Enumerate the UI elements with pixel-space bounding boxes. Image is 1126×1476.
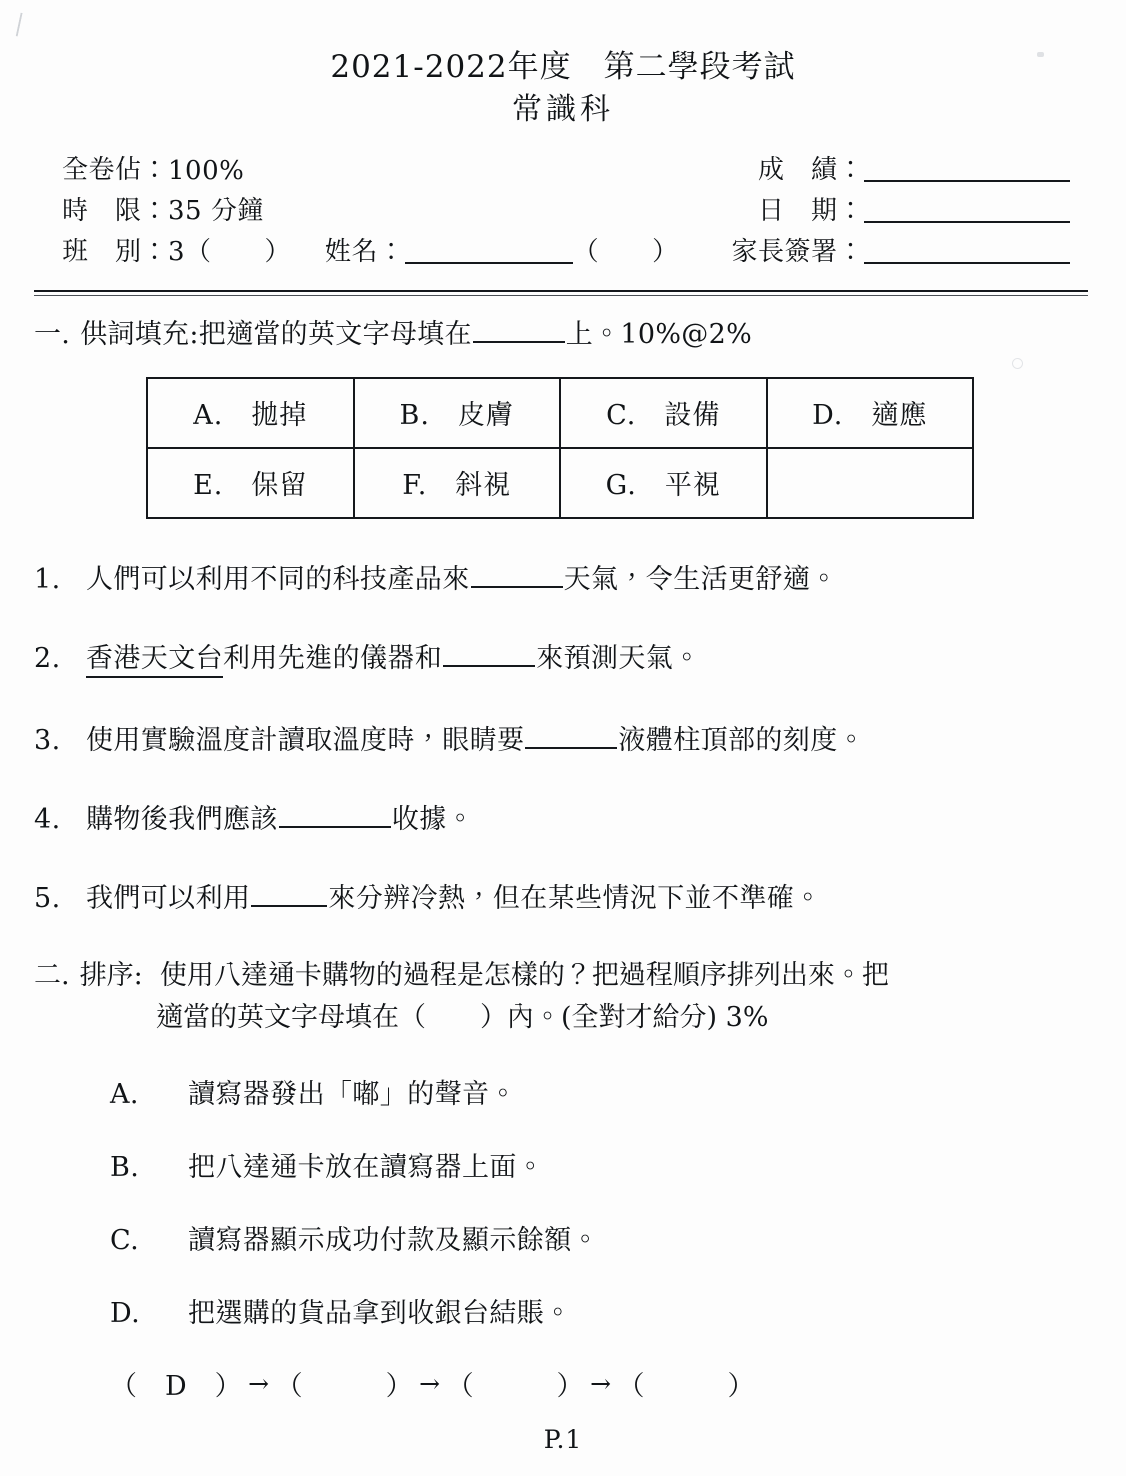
section-two-instruction-line1: 排序: 使用八達通卡購物的過程是怎樣的？把過程順序排列出來。把 xyxy=(79,959,889,991)
date-row xyxy=(758,186,1070,227)
ordering-option-c-text: 讀寫器顯示成功付款及顯示餘額。 xyxy=(188,1225,599,1257)
question-4-answer-blank[interactable] xyxy=(279,826,391,828)
question-2-proper-noun: 香港天文台 xyxy=(86,636,223,678)
section-two-instruction-line2: 適當的英文字母填在（ ）內。(全對才給分) 3% xyxy=(156,1001,769,1033)
ordering-answer-row xyxy=(110,1364,1086,1403)
question-1-number: 1. xyxy=(34,563,61,595)
parent-signature-row xyxy=(731,227,1070,268)
word-bank-table xyxy=(146,377,974,519)
word-bank-cell-c: C. 設備 xyxy=(560,378,767,448)
student-name-label: 姓名： xyxy=(325,236,405,267)
section-one xyxy=(34,312,1086,915)
scan-artifact-icon xyxy=(1012,358,1023,369)
class-label: 班 別： xyxy=(62,236,169,267)
section-two-heading-line1 xyxy=(34,955,1086,997)
ordering-option-list xyxy=(110,1072,1086,1330)
question-4-number: 4. xyxy=(34,803,61,835)
table-row xyxy=(147,448,973,518)
word-bank-cell-g: G. 平視 xyxy=(560,448,767,518)
question-1-text-post: 天氣，令生活更舒適。 xyxy=(563,563,838,595)
section-two-heading xyxy=(34,955,1086,1039)
ordering-answer-slot-1[interactable]: （ D ） xyxy=(110,1371,243,1403)
section-one-heading xyxy=(34,312,1086,351)
section-one-instruction-tail: 上。10%@2% xyxy=(565,318,753,350)
question-2-number: 2. xyxy=(34,642,61,674)
class-value[interactable]: 3（ ） xyxy=(168,236,292,267)
arrow-right-icon: → xyxy=(248,1369,270,1399)
question-1-text-pre: 人們可以利用不同的科技產品來 xyxy=(86,563,470,595)
word-bank-cell-a: A. 拋掉 xyxy=(147,378,354,448)
student-name-field[interactable] xyxy=(405,262,573,264)
section-one-number: 一. xyxy=(34,318,71,350)
ordering-option-c[interactable] xyxy=(110,1218,1086,1257)
question-3-answer-blank[interactable] xyxy=(525,747,617,749)
ordering-option-b-letter: B. xyxy=(110,1152,140,1184)
question-4 xyxy=(34,797,1086,836)
question-5-text-pre: 我們可以利用 xyxy=(86,882,251,914)
question-1-answer-blank[interactable] xyxy=(471,586,563,588)
section-two xyxy=(34,955,1086,1404)
table-row xyxy=(147,378,973,448)
section-one-instruction-blank xyxy=(473,341,565,343)
student-number-paren[interactable]: （ ） xyxy=(572,236,679,267)
section-two-number: 二. xyxy=(34,959,70,991)
question-5-text-post: 來分辨冷熱，但在某些情況下並不準確。 xyxy=(328,882,822,914)
ordering-option-c-letter: C. xyxy=(110,1225,140,1257)
score-label: 成 績： xyxy=(757,154,864,185)
section-one-instruction: 供詞填充:把適當的英文字母填在 xyxy=(80,318,472,350)
question-2-text-pre: 利用先進的儀器和 xyxy=(223,642,443,674)
word-bank-cell-empty xyxy=(767,448,974,518)
date-field[interactable] xyxy=(864,221,1070,223)
arrow-right-icon: → xyxy=(590,1369,612,1399)
ordering-answer-slot-4[interactable]: （ ） xyxy=(617,1371,756,1403)
word-bank-cell-f: F. 斜視 xyxy=(354,448,561,518)
header-divider xyxy=(34,290,1088,296)
ordering-option-b-text: 把八達通卡放在讀寫器上面。 xyxy=(188,1152,545,1184)
question-3-text-pre: 使用實驗溫度計讀取溫度時，眼睛要 xyxy=(86,724,525,756)
question-3 xyxy=(34,718,1086,757)
ordering-answer-slot-2[interactable]: （ ） xyxy=(275,1371,414,1403)
ordering-option-d[interactable] xyxy=(110,1291,1086,1330)
word-bank-cell-d: D. 適應 xyxy=(767,378,974,448)
page-number-footer: P.1 xyxy=(543,1425,583,1454)
score-row xyxy=(758,145,1070,186)
question-2-answer-blank[interactable] xyxy=(443,665,535,667)
question-3-number: 3. xyxy=(34,724,61,756)
fill-in-question-list xyxy=(34,557,1086,915)
scan-artifact-icon xyxy=(1037,52,1044,57)
score-field[interactable] xyxy=(864,180,1070,182)
question-5 xyxy=(34,876,1086,915)
arrow-right-icon: → xyxy=(419,1369,441,1399)
total-marks-label: 全卷佔： xyxy=(62,154,169,185)
exam-title: 2021-2022年度 第二學段考試 xyxy=(330,49,796,85)
question-5-number: 5. xyxy=(34,882,61,914)
ordering-option-b[interactable] xyxy=(110,1145,1086,1184)
ordering-option-a[interactable] xyxy=(110,1072,1086,1111)
time-limit-value: 35 分鐘 xyxy=(168,195,264,226)
ordering-answer-slot-3[interactable]: （ ） xyxy=(446,1371,585,1403)
question-1 xyxy=(34,557,1086,596)
question-3-text-post: 液體柱頂部的刻度。 xyxy=(618,724,866,756)
title-block xyxy=(0,0,1126,129)
parent-signature-field[interactable] xyxy=(864,262,1070,264)
ordering-option-d-letter: D. xyxy=(110,1298,141,1330)
question-4-text-post: 收據。 xyxy=(391,803,475,835)
question-2-text-post: 來預測天氣。 xyxy=(536,642,701,674)
ordering-option-a-text: 讀寫器發出「嘟」的聲音。 xyxy=(188,1079,517,1111)
word-bank-cell-e: E. 保留 xyxy=(147,448,354,518)
exam-subject: 常識科 xyxy=(512,91,614,127)
header-info-block xyxy=(62,145,1070,268)
total-marks-value: 100% xyxy=(168,155,245,186)
parent-signature-label: 家長簽署： xyxy=(731,236,864,267)
word-bank-cell-b: B. 皮膚 xyxy=(354,378,561,448)
question-5-answer-blank[interactable] xyxy=(251,905,327,907)
time-limit-label: 時 限： xyxy=(62,195,169,226)
header-info-right xyxy=(731,145,1070,268)
question-4-text-pre: 購物後我們應該 xyxy=(86,803,278,835)
date-label: 日 期： xyxy=(757,195,864,226)
ordering-option-d-text: 把選購的貨品拿到收銀台結賬。 xyxy=(188,1298,572,1330)
question-2 xyxy=(34,636,1086,678)
ordering-option-a-letter: A. xyxy=(110,1079,139,1111)
